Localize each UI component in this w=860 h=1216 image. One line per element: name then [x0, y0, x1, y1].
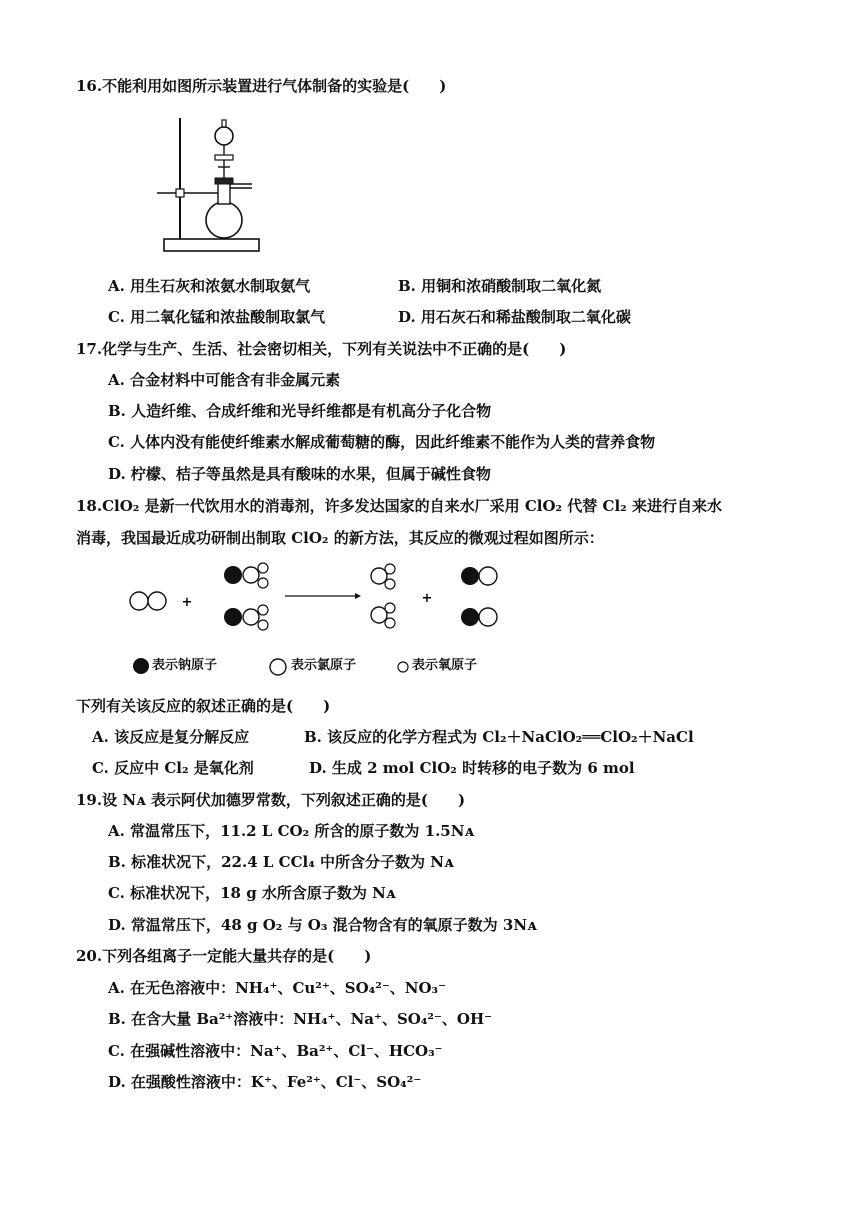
legend-oxygen-label: 表示氧原子	[412, 658, 478, 673]
q19-option-a: A. 常温常压下，11.2 L CO₂ 所含的原子数为 1.5Nᴀ	[108, 822, 475, 840]
reaction-micro-process-figure	[125, 562, 545, 642]
q16-option-b: B. 用铜和浓硝酸制取二氧化氮	[398, 277, 602, 295]
q16-option-d: D. 用石灰石和稀盐酸制取二氧化碳	[398, 308, 631, 326]
q18-option-d: D. 生成 2 mol ClO₂ 时转移的电子数为 6 mol	[309, 759, 635, 777]
q18-option-a: A. 该反应是复分解反应	[92, 728, 250, 746]
nacl-molecule-bottom	[461, 608, 497, 626]
q19-stem: 19.设 Nᴀ 表示阿伏加德罗常数，下列叙述正确的是( )	[76, 791, 466, 809]
q18-stem-line1: 18.ClO₂ 是新一代饮用水的消毒剂，许多发达国家的自来水厂采用 ClO₂ 代替 Cl₂ 来进行自来水	[76, 497, 722, 515]
legend-chlorine-label: 表示氯原子	[291, 658, 357, 673]
q17-option-d: D. 柠檬、桔子等虽然是具有酸味的水果，但属于碱性食物	[108, 465, 491, 483]
q16-option-c: C. 用二氧化锰和浓盐酸制取氯气	[108, 308, 326, 326]
q20-option-c: C. 在强碱性溶液中：Na⁺、Ba²⁺、Cl⁻、HCO₃⁻	[108, 1042, 443, 1060]
q16-option-a: A. 用生石灰和浓氨水制取氨气	[108, 277, 311, 295]
sodium-atom-legend-icon	[131, 656, 151, 676]
legend-sodium-label: 表示钠原子	[152, 658, 218, 673]
q17-option-a: A. 合金材料中可能含有非金属元素	[108, 371, 341, 389]
q17-stem: 17.化学与生产、生活、社会密切相关，下列有关说法中不正确的是( )	[76, 340, 567, 358]
clo2-molecule-top	[371, 564, 395, 589]
nacl-molecule-top	[461, 567, 497, 585]
cl2-molecule	[130, 592, 166, 610]
gas-generation-apparatus-figure	[152, 112, 272, 262]
oxygen-atom-legend-icon	[396, 660, 410, 674]
naclo2-molecule-bottom	[224, 605, 268, 630]
q20-option-b: B. 在含大量 Ba²⁺溶液中：NH₄⁺、Na⁺、SO₄²⁻、OH⁻	[108, 1010, 493, 1028]
q18-option-b: B. 该反应的化学方程式为 Cl₂＋NaClO₂══ClO₂＋NaCl	[304, 728, 694, 746]
q20-option-a: A. 在无色溶液中：NH₄⁺、Cu²⁺、SO₄²⁻、NO₃⁻	[108, 979, 447, 997]
svg-text:+: +	[181, 595, 193, 610]
clo2-molecule-bottom	[371, 603, 395, 628]
q18-option-c: C. 反应中 Cl₂ 是氧化剂	[92, 759, 254, 777]
svg-text:+: +	[421, 591, 433, 606]
q20-option-d: D. 在强酸性溶液中：K⁺、Fe²⁺、Cl⁻、SO₄²⁻	[108, 1073, 422, 1091]
q19-option-c: C. 标准状况下，18 g 水所含原子数为 Nᴀ	[108, 884, 396, 902]
q16-stem: 16.不能利用如图所示装置进行气体制备的实验是( )	[76, 77, 447, 95]
q20-stem: 20.下列各组离子一定能大量共存的是( )	[76, 947, 372, 965]
q18-prompt: 下列有关该反应的叙述正确的是( )	[76, 697, 331, 715]
q19-option-d: D. 常温常压下，48 g O₂ 与 O₃ 混合物含有的氧原子数为 3Nᴀ	[108, 916, 537, 934]
naclo2-molecule-top	[224, 563, 268, 588]
q19-option-b: B. 标准状况下，22.4 L CCl₄ 中所含分子数为 Nᴀ	[108, 853, 454, 871]
q17-option-b: B. 人造纤维、合成纤维和光导纤维都是有机高分子化合物	[108, 402, 492, 420]
chlorine-atom-legend-icon	[268, 657, 288, 677]
q18-stem-line2: 消毒，我国最近成功研制出制取 ClO₂ 的新方法，其反应的微观过程如图所示：	[76, 529, 604, 547]
q17-option-c: C. 人体内没有能使纤维素水解成葡萄糖的酶，因此纤维素不能作为人类的营养食物	[108, 433, 656, 451]
